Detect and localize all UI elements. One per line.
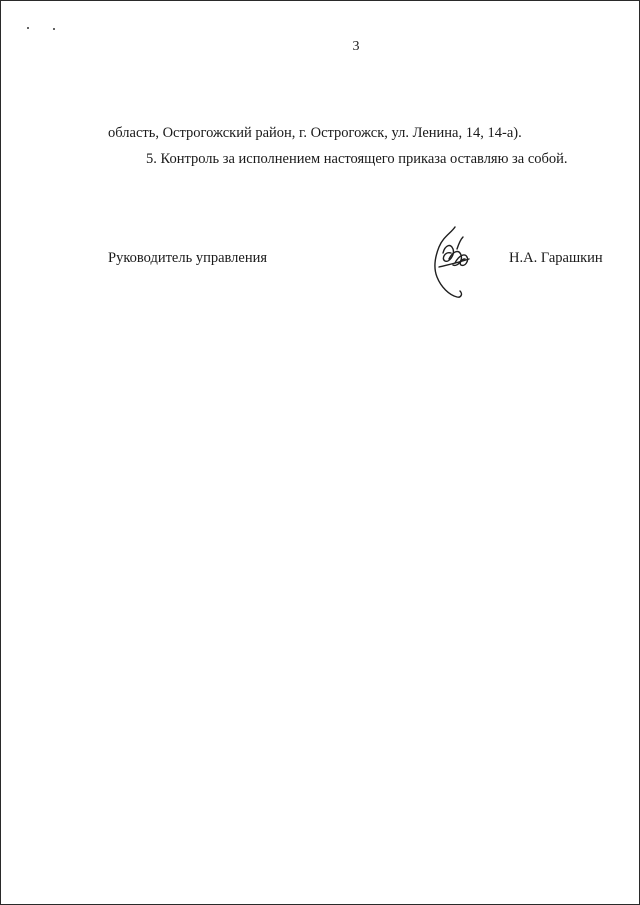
signer-name: Н.А. Гарашкин bbox=[509, 250, 603, 266]
scan-speck bbox=[27, 27, 29, 29]
handwritten-signature bbox=[421, 223, 477, 301]
page-number: 3 bbox=[352, 39, 360, 54]
scan-speck bbox=[53, 28, 55, 30]
body-text-line: 5. Контроль за исполнением настоящего приказа оставляю за собой. bbox=[146, 151, 568, 167]
body-text-line: область, Острогожский район, г. Острогожск, ул. Ленина, 14, 14-а). bbox=[108, 125, 522, 141]
signer-position: Руководитель управления bbox=[108, 250, 268, 266]
